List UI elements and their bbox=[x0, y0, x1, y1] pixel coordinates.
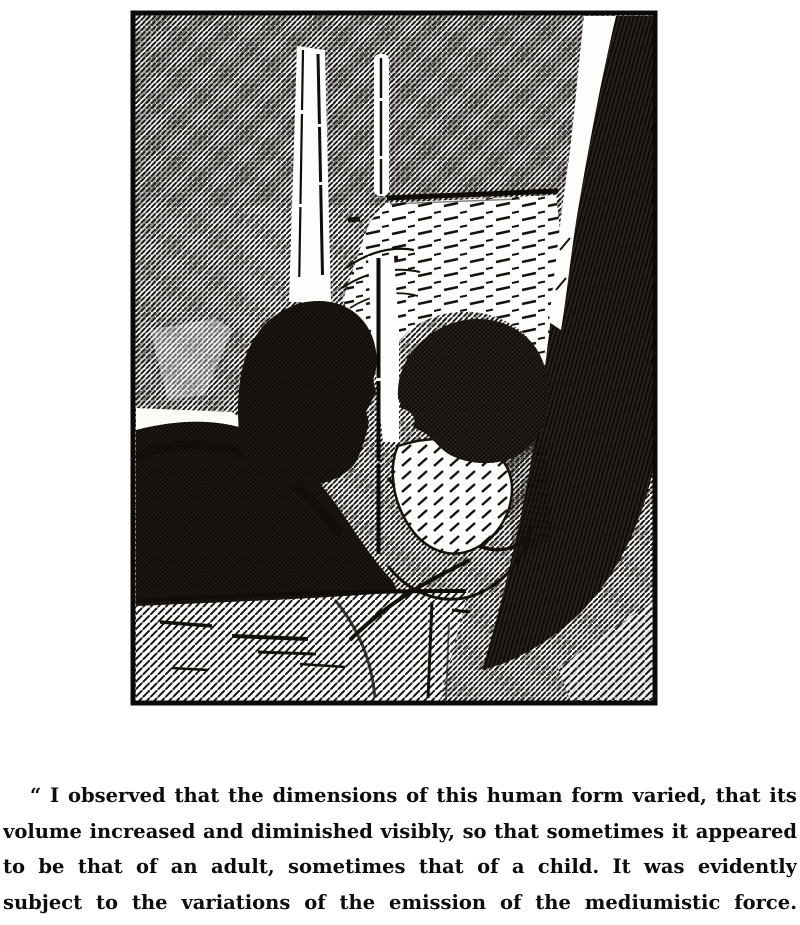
caption-word: a bbox=[511, 855, 525, 878]
caption-word: varied, bbox=[632, 784, 707, 807]
caption-word: sometimes bbox=[546, 819, 665, 843]
caption-word: to bbox=[96, 890, 119, 914]
caption-word: human bbox=[486, 784, 563, 807]
caption-word: that bbox=[715, 784, 761, 807]
caption-word: adult, bbox=[210, 855, 275, 878]
caption-word: form bbox=[571, 784, 624, 807]
caption-word: child. bbox=[537, 855, 600, 878]
caption-word: the bbox=[535, 890, 571, 914]
caption-word: visibly, bbox=[380, 819, 455, 843]
caption-line bbox=[3, 855, 797, 891]
caption-word: I bbox=[50, 784, 60, 807]
caption-word: diminished bbox=[251, 819, 373, 843]
caption-word: that bbox=[418, 855, 464, 878]
caption-word: variations bbox=[181, 890, 291, 914]
caption-word: of bbox=[304, 890, 326, 914]
caption-paragraph bbox=[0, 784, 800, 925]
caption-word: and bbox=[202, 819, 244, 843]
caption-word: that bbox=[174, 784, 220, 807]
caption-word: of bbox=[406, 784, 428, 807]
caption-word: so bbox=[462, 819, 487, 843]
caption-word: that bbox=[77, 855, 123, 878]
caption-word: the bbox=[339, 890, 376, 914]
caption-word: dimensions bbox=[272, 784, 398, 807]
caption-word: emission bbox=[389, 890, 487, 914]
caption-word: force. bbox=[734, 890, 797, 914]
caption-word: of bbox=[499, 890, 522, 914]
caption-word: appeared bbox=[695, 819, 797, 843]
caption-word: the bbox=[228, 784, 264, 807]
caption-line bbox=[3, 891, 797, 925]
caption-word: of bbox=[477, 855, 499, 878]
caption-word: it bbox=[671, 819, 689, 843]
caption-word: was bbox=[644, 855, 685, 878]
caption-word: an bbox=[170, 855, 198, 878]
caption-word: increased bbox=[89, 819, 196, 843]
caption-word: observed bbox=[67, 784, 166, 807]
caption-word: of bbox=[136, 855, 158, 878]
caption-word: to bbox=[3, 855, 26, 878]
caption-line bbox=[3, 784, 797, 820]
caption-word: be bbox=[38, 855, 65, 878]
caption-word: volume bbox=[3, 819, 82, 843]
caption-word: subject bbox=[3, 890, 83, 914]
caption-word: this bbox=[436, 784, 478, 807]
caption-word: sometimes bbox=[288, 855, 406, 878]
caption-word: its bbox=[769, 784, 797, 807]
caption-line bbox=[3, 820, 797, 856]
caption-word: that bbox=[494, 819, 539, 843]
caption-word: mediumistic bbox=[584, 890, 721, 914]
caption-word: evidently bbox=[697, 855, 797, 878]
caption-word: the bbox=[131, 890, 168, 914]
caption-word: It bbox=[612, 855, 631, 878]
caption-word: “ bbox=[30, 784, 42, 807]
